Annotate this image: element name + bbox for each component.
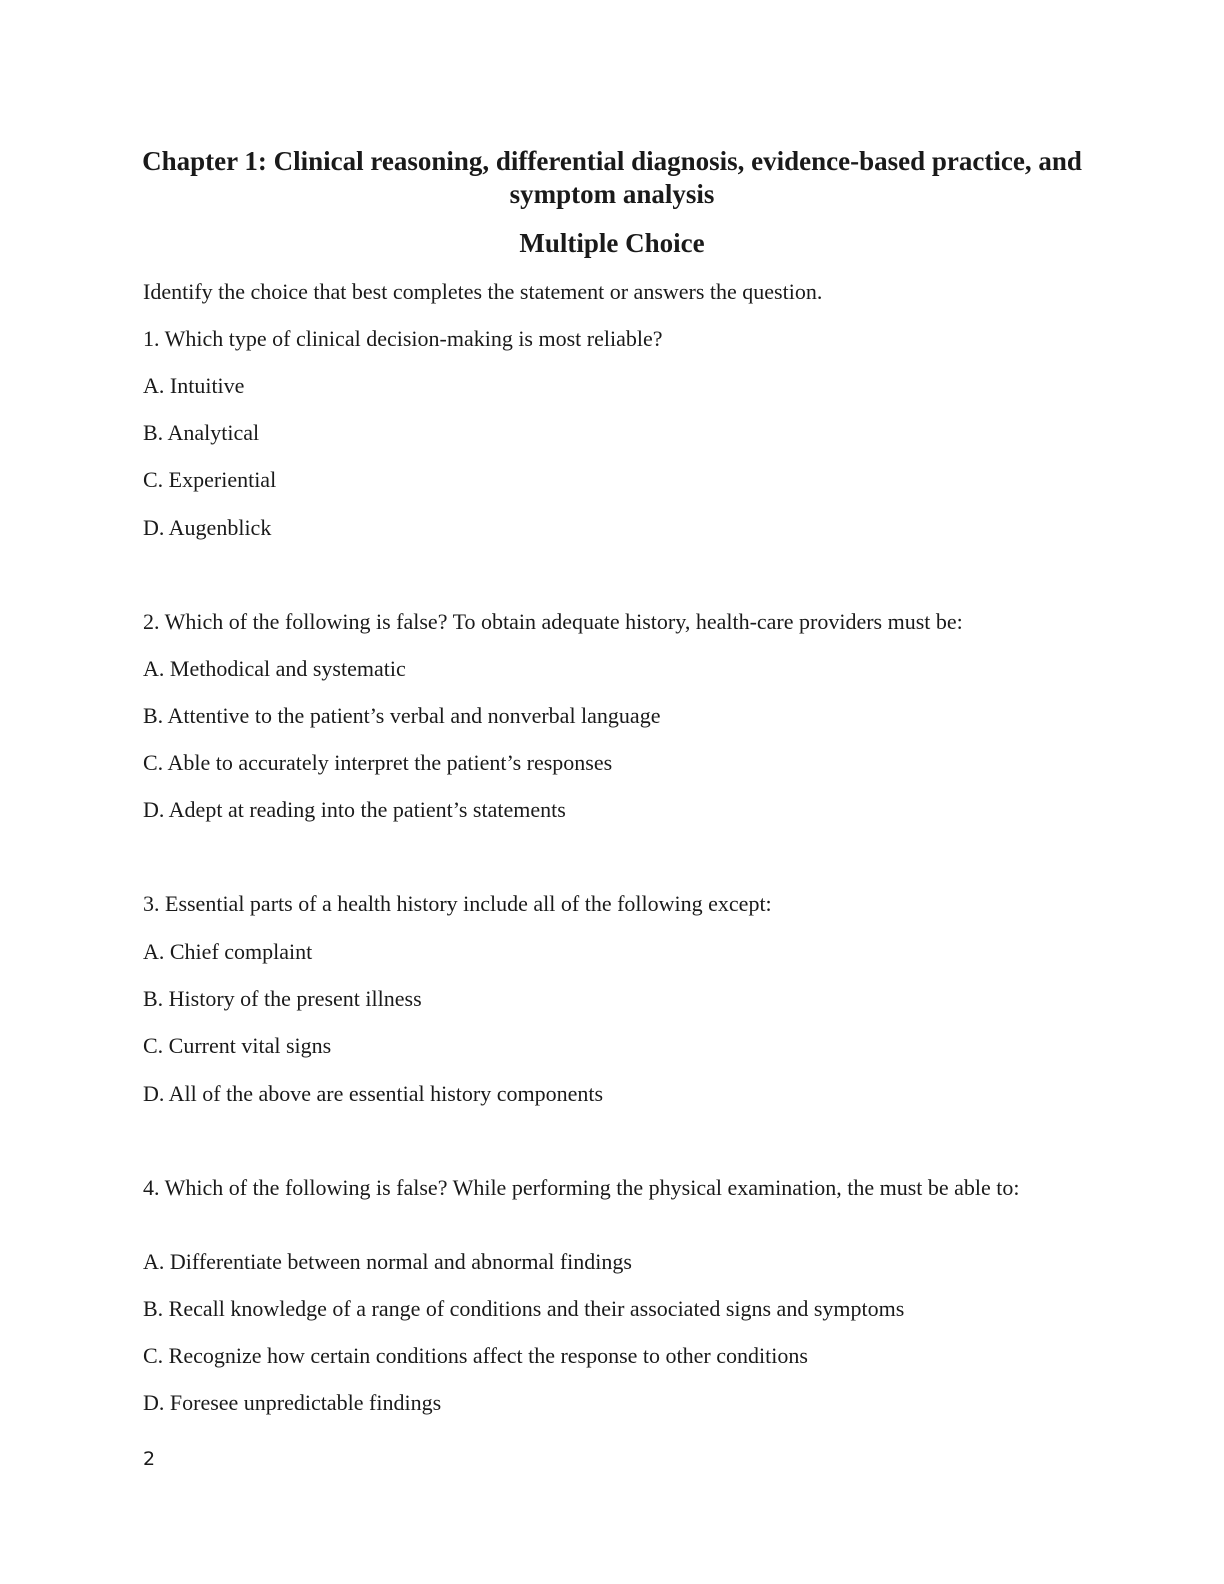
- question-2-option-d: D. Adept at reading into the patient’s statements: [143, 797, 566, 822]
- question-1-option-b: B. Analytical: [143, 420, 260, 445]
- question-2-option-b: B. Attentive to the patient’s verbal and nonverbal language: [143, 703, 661, 728]
- question-3-option-a: A. Chief complaint: [143, 939, 313, 964]
- question-2-option-a: A. Methodical and systematic: [143, 656, 406, 681]
- question-4-option-b: B. Recall knowledge of a range of conditions and their associated signs and symptoms: [143, 1296, 905, 1321]
- question-1-stem: 1. Which type of clinical decision-making is most reliable?: [143, 326, 663, 351]
- question-3-option-c: C. Current vital signs: [143, 1033, 332, 1058]
- question-3-stem: 3. Essential parts of a health history include all of the following except:: [143, 891, 772, 916]
- question-2-option-c: C. Able to accurately interpret the patient’s responses: [143, 750, 613, 775]
- question-4-option-c: C. Recognize how certain conditions affect the response to other conditions: [143, 1343, 808, 1368]
- page-number: 2: [143, 1448, 156, 1470]
- question-3-option-d: D. All of the above are essential history components: [143, 1081, 604, 1106]
- question-4-option-d: D. Foresee unpredictable findings: [143, 1390, 442, 1415]
- question-1-option-c: C. Experiential: [143, 467, 277, 492]
- instructions: Identify the choice that best completes the statement or answers the question.: [143, 279, 823, 304]
- question-4-option-a: A. Differentiate between normal and abnormal findings: [143, 1249, 632, 1274]
- question-4-stem: 4. Which of the following is false? While performing the physical examination, the must be able to:: [143, 1175, 1020, 1200]
- question-1-option-d: D. Augenblick: [143, 515, 272, 540]
- chapter-title: Chapter 1: Clinical reasoning, differential diagnosis, evidence-based practice, and symptom analysis: [142, 146, 1082, 209]
- section-title: Multiple Choice: [519, 228, 705, 258]
- question-1-option-a: A. Intuitive: [143, 373, 245, 398]
- question-2-stem: 2. Which of the following is false? To obtain adequate history, health-care providers must be:: [143, 609, 963, 634]
- question-3-option-b: B. History of the present illness: [143, 986, 422, 1011]
